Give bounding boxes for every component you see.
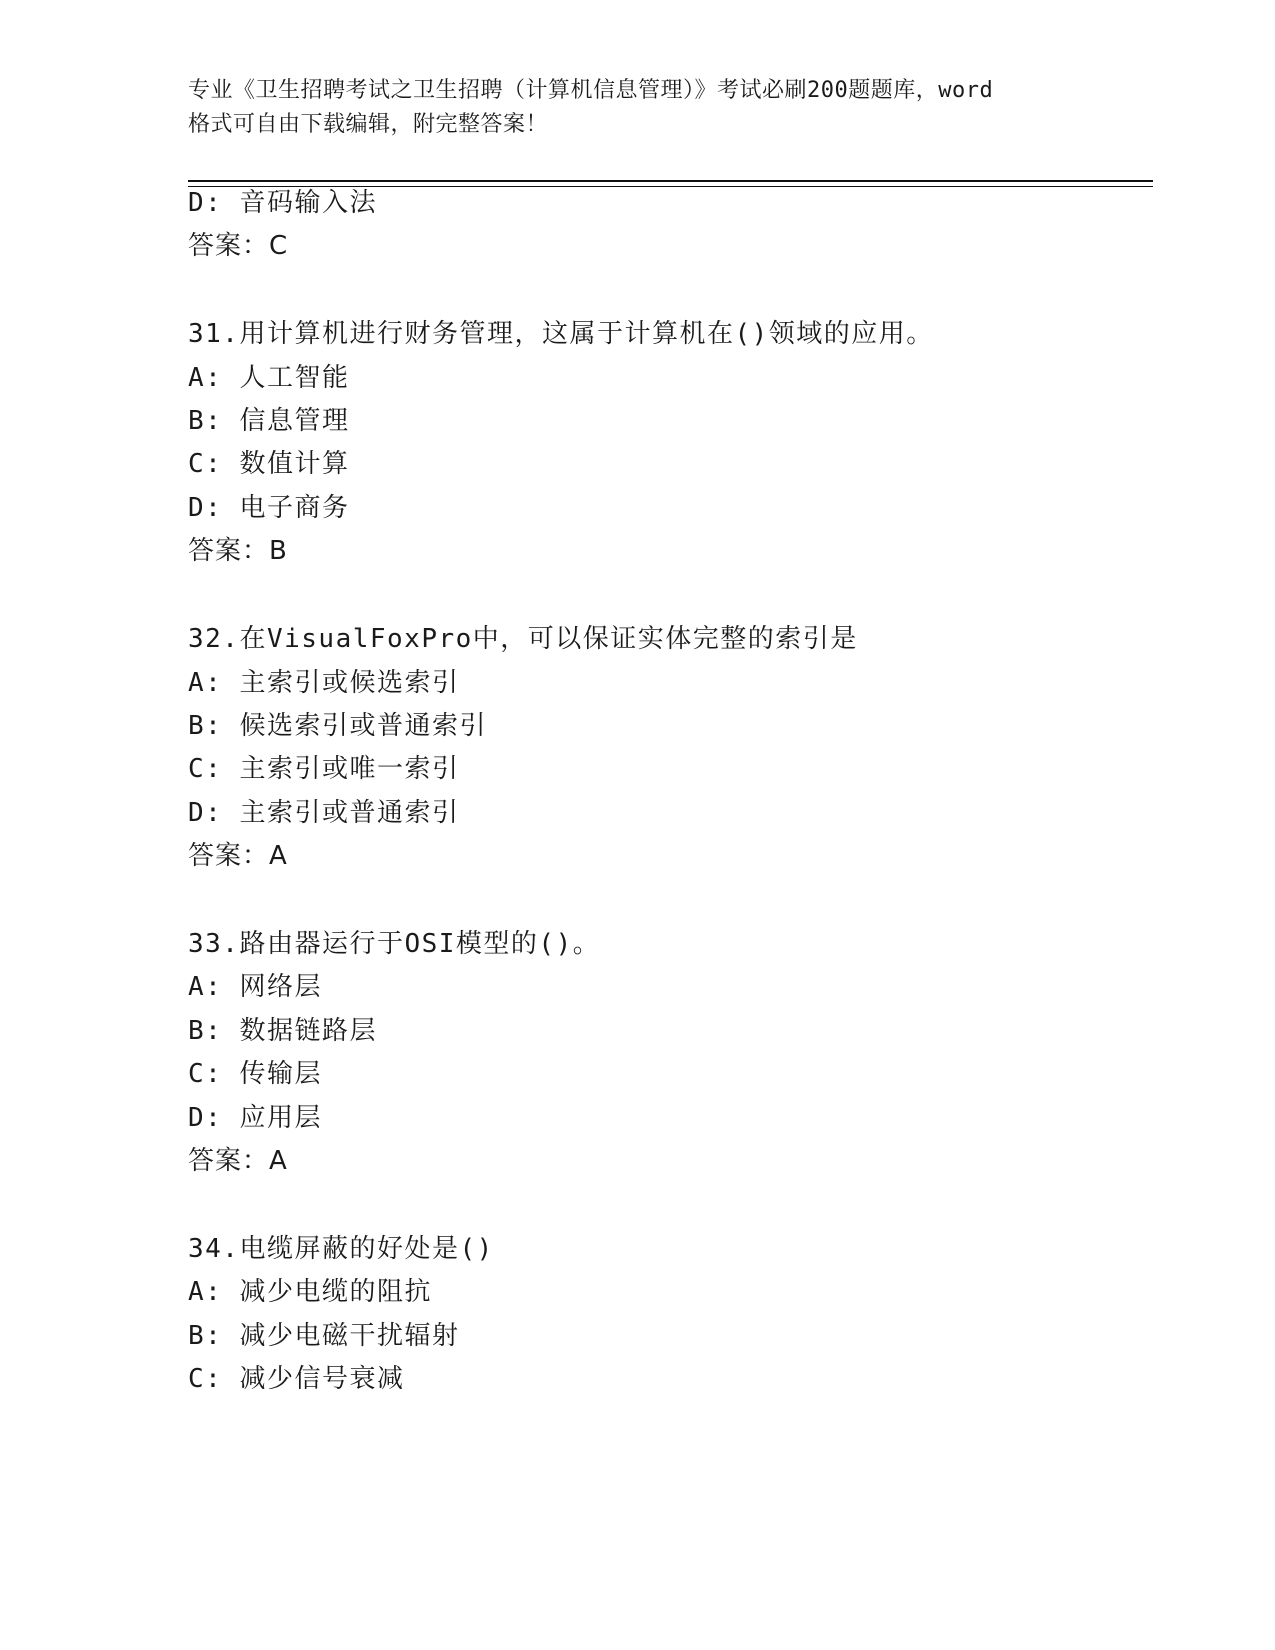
header-line-2: 格式可自由下载编辑，附完整答案！	[188, 112, 549, 137]
question-stem: 31.用计算机进行财务管理，这属于计算机在()领域的应用。	[188, 319, 934, 349]
question-stem: 34.电缆屏蔽的好处是()	[188, 1234, 494, 1264]
option-b: B: 候选索引或普通索引	[188, 711, 487, 741]
answer-line: 答案：C	[188, 231, 289, 261]
option-a: A: 主索引或候选索引	[188, 668, 460, 698]
question-stem: 33.路由器运行于OSI模型的()。	[188, 929, 601, 959]
answer-line: 答案：A	[188, 841, 288, 871]
option-a: A: 减少电缆的阻抗	[188, 1277, 432, 1307]
question-stem: 32.在VisualFoxPro中，可以保证实体完整的索引是	[188, 624, 858, 654]
option-b: B: 减少电磁干扰辐射	[188, 1321, 460, 1351]
option-b: B: 数据链路层	[188, 1016, 377, 1046]
header-line-1: 专业《卫生招聘考试之卫生招聘（计算机信息管理）》考试必刷200题题库，word	[188, 78, 994, 103]
option-c: C: 传输层	[188, 1059, 322, 1089]
option-a: A: 网络层	[188, 972, 322, 1002]
option-d: D: 应用层	[188, 1103, 322, 1133]
header-divider	[188, 180, 1153, 182]
answer-line: 答案：A	[188, 1146, 288, 1176]
option-c: C: 主索引或唯一索引	[188, 754, 460, 784]
answer-line: 答案：B	[188, 536, 288, 566]
option-d: D: 电子商务	[188, 493, 350, 523]
option-c: C: 减少信号衰减	[188, 1364, 405, 1394]
option-d: D: 主索引或普通索引	[188, 798, 460, 828]
option-b: B: 信息管理	[188, 406, 350, 436]
option-d: D: 音码输入法	[188, 188, 377, 218]
option-a: A: 人工智能	[188, 363, 350, 393]
option-c: C: 数值计算	[188, 449, 350, 479]
document-header	[188, 74, 1088, 142]
